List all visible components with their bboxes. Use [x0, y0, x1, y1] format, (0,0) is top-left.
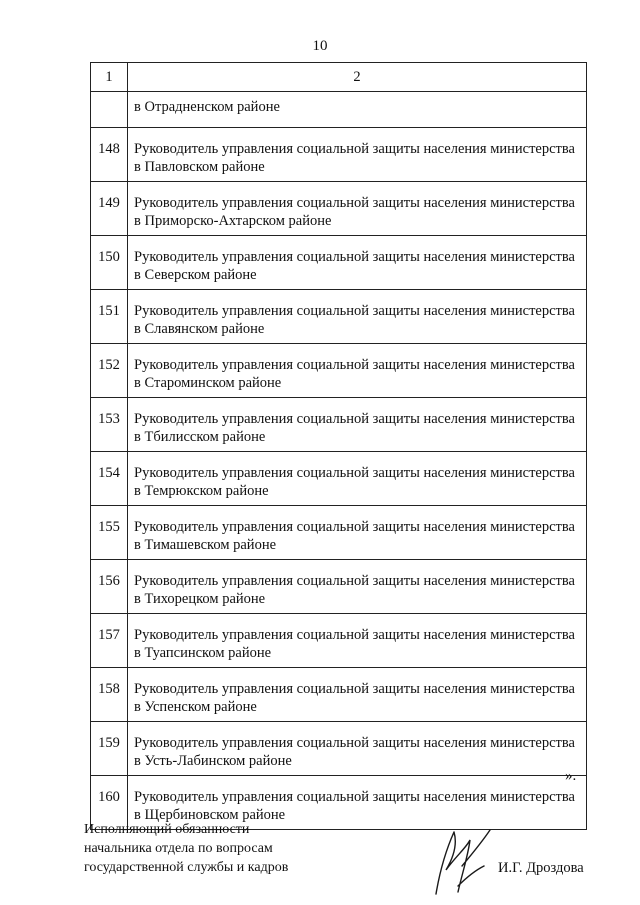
- row-description-line-2: в Славянском районе: [134, 321, 265, 337]
- row-description: [128, 182, 587, 236]
- row-number: 148: [91, 128, 128, 182]
- row-description-line-1: Руководитель управления социальной защиты населения министерства: [134, 735, 575, 751]
- row-description-line-2: в Усть-Лабинском районе: [134, 753, 292, 769]
- row-description: [128, 614, 587, 668]
- table-row: [91, 128, 587, 182]
- table-row: [91, 614, 587, 668]
- continuation-text: в Отрадненском районе: [128, 92, 587, 128]
- row-description-line-2: в Тихорецком районе: [134, 591, 266, 607]
- row-description-line-2: в Щербиновском районе: [134, 807, 286, 823]
- table-header-row: [91, 63, 587, 92]
- row-description-line-1: Руководитель управления социальной защиты населения министерства: [134, 411, 575, 427]
- row-description-line-2: в Туапсинском районе: [134, 645, 272, 661]
- row-number: 159: [91, 722, 128, 776]
- positions-table: [90, 62, 587, 830]
- row-description-line-1: Руководитель управления социальной защиты населения министерства: [134, 195, 575, 211]
- signatory-title: [84, 820, 288, 877]
- row-description: [128, 290, 587, 344]
- row-number: 157: [91, 614, 128, 668]
- column-header-number: 1: [91, 63, 128, 92]
- row-description-line-1: Руководитель управления социальной защиты населения министерства: [134, 519, 575, 535]
- table-row: [91, 344, 587, 398]
- row-description-line-2: в Павловском районе: [134, 159, 265, 175]
- row-number: 160: [91, 776, 128, 830]
- row-number: 158: [91, 668, 128, 722]
- row-description: [128, 668, 587, 722]
- row-description: [128, 236, 587, 290]
- row-description-line-1: Руководитель управления социальной защиты населения министерства: [134, 465, 575, 481]
- row-description: [128, 560, 587, 614]
- row-description: [128, 398, 587, 452]
- signatory-title-line-3: государственной службы и кадров: [84, 860, 289, 875]
- row-description: [128, 722, 587, 776]
- continuation-number-cell: [91, 92, 128, 128]
- row-description-line-2: в Тимашевском районе: [134, 537, 277, 553]
- row-description: [128, 452, 587, 506]
- row-description: [128, 128, 587, 182]
- row-number: 152: [91, 344, 128, 398]
- row-description-line-1: Руководитель управления социальной защиты населения министерства: [134, 681, 575, 697]
- row-description: [128, 344, 587, 398]
- row-number: 150: [91, 236, 128, 290]
- signatory-title-line-2: начальника отдела по вопросам: [84, 841, 273, 856]
- table-row: [91, 506, 587, 560]
- row-description-line-2: в Приморско-Ахтарском районе: [134, 213, 332, 229]
- handwritten-signature-icon: [432, 826, 496, 898]
- table-row: [91, 722, 587, 776]
- table-row: [91, 398, 587, 452]
- row-description-line-2: в Староминском районе: [134, 375, 282, 391]
- row-number: 153: [91, 398, 128, 452]
- row-description: [128, 506, 587, 560]
- row-number: 155: [91, 506, 128, 560]
- row-number: 149: [91, 182, 128, 236]
- row-description-line-2: в Темрюкском районе: [134, 483, 269, 499]
- row-description-line-1: Руководитель управления социальной защиты населения министерства: [134, 573, 575, 589]
- row-description-line-2: в Северском районе: [134, 267, 257, 283]
- row-description-line-1: Руководитель управления социальной защиты населения министерства: [134, 789, 575, 805]
- page-number: 10: [312, 38, 328, 54]
- row-description-line-2: в Успенском районе: [134, 699, 257, 715]
- closing-quote-mark: ».: [565, 768, 577, 784]
- row-description-line-2: в Тбилисском районе: [134, 429, 266, 445]
- row-number: 156: [91, 560, 128, 614]
- continuation-row: [91, 92, 587, 128]
- table-row: [91, 236, 587, 290]
- signer-name: И.Г. Дроздова: [498, 860, 584, 876]
- table-row: [91, 668, 587, 722]
- row-description-line-1: Руководитель управления социальной защиты населения министерства: [134, 627, 575, 643]
- signatory-title-line-1: Исполняющий обязанности: [84, 822, 250, 837]
- row-description-line-1: Руководитель управления социальной защиты населения министерства: [134, 249, 575, 265]
- table-row: [91, 560, 587, 614]
- row-number: 154: [91, 452, 128, 506]
- table-row: [91, 182, 587, 236]
- row-number: 151: [91, 290, 128, 344]
- row-description-line-1: Руководитель управления социальной защиты населения министерства: [134, 303, 575, 319]
- table-row: [91, 290, 587, 344]
- row-description-line-1: Руководитель управления социальной защиты населения министерства: [134, 141, 575, 157]
- row-description-line-1: Руководитель управления социальной защиты населения министерства: [134, 357, 575, 373]
- column-header-description: 2: [128, 63, 587, 92]
- table-row: [91, 452, 587, 506]
